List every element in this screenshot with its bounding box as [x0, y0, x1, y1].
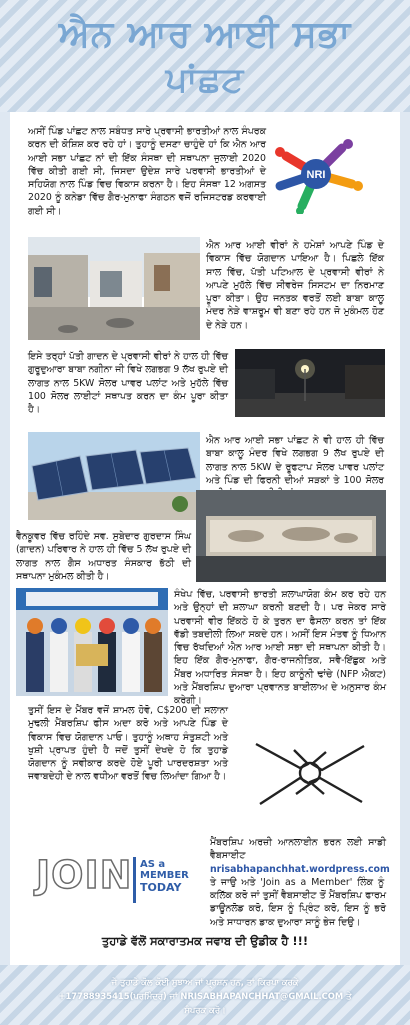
gurdwara-solar-paragraph: ਇਸੇ ਤਰ੍ਹਾਂ ਪੱਤੀ ਗਾਦਨ ਦੇ ਪ੍ਰਵਾਸੀ ਵੀਰਾਂ ਨੇ ਹਾਲ ਹੀ ਵਿੱਚ ਗੁਰੂਦੁਆਰਾ ਬਾਬਾ ਨਗੀਨਾ ਜੀ ਵਿਖੇ ਲਗਭਗ 9 ਲੱਖ ਰੁਪਏ ਦੀ ਲਾਗਤ ਨਾਲ 5KW ਸੋਲਰ ਪਾਵਰ ਪਲਾਂਟ ਅਤੇ ਮੁਹੱਲੇ ਵਿੱਚ 100 ਸੋਲਰ ਲਾਈਟਾਂ ਸਥਾਪਤ ਕਰਨ ਦਾ ਕੰਮ ਪੂਰਾ ਕੀਤਾ ਹੈ। — [28, 351, 228, 416]
footer-line1: ਜੇ ਤੁਹਾਡੇ ਕੋਲ ਕੋਈ ਸੁਝਾਅ ਜਾਂ ਪ੍ਰਸ਼ਨ ਹਨ, ਤਾਂ ਕਿਰਪਾ ਕਰਕੇ — [111, 977, 299, 987]
content-panel — [10, 112, 400, 965]
joined-hands-image — [246, 724, 374, 822]
website-link[interactable]: nrisabhapanchhat.wordpress.com — [210, 863, 390, 875]
footer-line3: ਸੰਪਰਕ ਕਰੋ। — [184, 1005, 226, 1015]
online-form-paragraph — [210, 836, 390, 929]
join-line2: TODAY — [140, 881, 182, 894]
mandir-solar-paragraph: ਐਨ ਆਰ ਆਈ ਸਭਾ ਪਾਂਛਟ ਨੇ ਵੀ ਹਾਲ ਹੀ ਵਿੱਚ ਬਾਬਾ ਕਾਲੂ ਮੰਦਰ ਵਿਖੇ ਲਗਭਗ 9 ਲੱਖ ਰੁਪਏ ਦੀ ਲਾਗਤ ਨਾਲ 5KW ਦੇ ਰੂਫਟਾਪ ਸੋਲਰ ਪਾਵਰ ਪਲਾਂਟ ਅਤੇ ਪਿੰਡ ਦੀ ਫਿਰਨੀ ਦੀਆਂ ਸੜਕਾਂ ਤੇ 100 ਸੋਲਰ — [206, 435, 384, 486]
cremation-paragraph: ਵੈਨਕੂਵਰ ਵਿੱਚ ਰਹਿੰਦੇ ਸਵ. ਸੁਬੇਦਾਰ ਗੁਰਦਾਸ ਸਿੰਘ (ਗਾਦਨ) ਪਰਿਵਾਰ ਨੇ ਹਾਲ ਹੀ ਵਿੱਚ 5 ਲੱਖ ਰੁਪਏ ਦੀ ਲਾਗਤ ਨਾਲ ਗੈਸ ਅਧਾਰਤ ਸੰਸਕਾਰ ਭੱਠੀ ਦੀ ਸਥਾਪਨਾ ਮੁਕੰਮਲ ਕੀਤੀ ਹੈ। — [16, 531, 191, 582]
footer-banner — [0, 965, 410, 1025]
join-line1: AS a MEMBER — [140, 859, 189, 881]
logo-text: NRI — [306, 169, 326, 181]
join-member-graphic — [36, 847, 206, 919]
header-banner — [0, 0, 410, 112]
night-street-photo — [235, 349, 385, 417]
page-title: ਐਨ ਆਰ ਆਈ ਸਭਾ — [58, 14, 352, 55]
cremation-furnace-photo — [196, 490, 386, 582]
solar-panels-photo — [28, 432, 200, 520]
sewerage-photo — [28, 237, 200, 340]
intro-paragraph: ਅਸੀਂ ਪਿੰਡ ਪਾਂਛਟ ਨਾਲ ਸਬੰਧਤ ਸਾਰੇ ਪ੍ਰਵਾਸੀ ਭਾਰਤੀਆਂ ਨਾਲ ਸੰਪਰਕ ਕਰਨ ਦੀ ਕੋਸ਼ਿਸ਼ ਕਰ ਰਹੇ ਹਾਂ। ਤੁਹਾਨੂੰ ਦਸਣਾ ਚਾਹੁੰਦੇ ਹਾਂ ਕਿ ਐਨ ਆਰ ਆਈ ਸਭਾ ਪਾਂਛਟ ਨਾਂ ਦੀ ਇੱਕ ਸੰਸਥਾ ਦੀ ਸਥਾਪਨਾ ਜੁਲਾਈ 2020 ਵਿੱਚ ਕੀਤੀ ਗਈ ਸੀ, ਜਿਸਦਾ ਉਦੇਸ਼ ਸਾਰੇ ਪਰਵਾਸੀ ਭਾਰਤੀਆਂ ਦੇ ਸਹਿਯੋਗ ਨਾਲ ਪਿੰਡ ਵਿਚ ਵਿਕਾਸ ਕਰਨਾ ਹੈ। ਇਹ ਸੰਸਥਾ 12 ਅਗਸਤ 2020 ਨੂੰ ਕਨੇਡਾ ਵਿੱਚ ਗੈਰ-ਮੁਨਾਫਾ ਸੰਗਠਨ ਵਜੋਂ ਰਜਿਸਟਰਡ ਕਰਵਾਈ ਗਈ ਸੀ। — [28, 126, 266, 217]
footer-line2: +17788935415(ਪਰਮਿੰਦਰ) ਜਾਂ NRISABHAPANCHHAT@GMAIL.COM ਤੇ — [58, 991, 352, 1001]
footer-contact — [20, 975, 390, 1017]
ceremony-photo — [16, 588, 168, 696]
summary-paragraph: ਸੰਖੇਪ ਵਿੱਚ, ਪਰਵਾਸੀ ਭਾਰਤੀ ਸ਼ਲਾਘਾਯੋਗ ਕੰਮ ਕਰ ਰਹੇ ਹਨ ਅਤੇ ਉਨ੍ਹਾਂ ਦੀ ਸ਼ਲਾਘਾ ਕਰਨੀ ਬਣਦੀ ਹੈ। ਪਰ ਜੇਕਰ ਸਾਰੇ ਪਰਵਾਸੀ ਵੀਰ ਇੱਕਠੇ ਹੋ ਕੇ ਤੁਰਨ ਦਾ ਫੈਸਲਾ ਕਰਨ ਤਾਂ ਇੱਕ ਵੱਡੀ ਤਬਦੀਲੀ ਲਿਆ ਸਕਦੇ ਹਨ। ਅਸੀਂ ਇਸ ਮੰਤਵ ਨੂੰ ਧਿਆਨ ਵਿਚ ਰੱਖਦਿਆਂ ਐਨ ਆਰ ਆਈ ਸਭਾ ਦੀ ਸਥਾਪਨਾ ਕੀਤੀ ਹੈ। ਇਹ ਇੱਕ ਗੈਰ-ਮੁਨਾਫਾ, ਗੈਰ-ਰਾਜਨੀਤਿਕ, ਸਵੈ-ਇੱਛੁਕ ਅਤੇ ਮੈਂਬਰ ਅਧਾਰਿਤ ਸੰਸਥਾ ਹੈ। ਇਹ ਕਾਨੂੰਨੀ ਢਾਂਚੇ (NFP ਐਕਟ) ਅਤੇ ਮੈਂਬਰਸ਼ਿਪ ਦੁਆਰਾ ਪ੍ਰਵਾਨਤ ਬਾਈਲਾਅ ਦੇ ਅਨੁਸਾਰ ਕੰਮ ਕਰੇਗੀ। — [174, 589, 386, 707]
page-subtitle: ਪਾਂਛਟ — [165, 60, 245, 100]
nri-logo — [268, 136, 364, 214]
sewerage-paragraph: ਐਨ ਆਰ ਆਈ ਵੀਰਾਂ ਨੇ ਹਮੇਸ਼ਾਂ ਆਪਣੇ ਪਿੰਡ ਦੇ ਵਿਕਾਸ ਵਿੱਚ ਯੋਗਦਾਨ ਪਾਇਆ ਹੈ। ਪਿਛਲੇ ਇੱਕ ਸਾਲ ਵਿੱਚ, ਪੱਤੀ ਪਟਿਆਲ ਦੇ ਪ੍ਰਵਾਸੀ ਵੀਰਾਂ ਨੇ ਆਪਣੇ ਮੁਹੱਲੇ ਵਿੱਚ ਸੀਵਰੇਜ ਸਿਸਟਮ ਦਾ ਨਿਰਮਾਣ ਪੂਰਾ ਕੀਤਾ। ਉਹ ਜਨਤਕ ਵਰਤੋਂ ਲਈ ਬਾਬਾ ਕਾਲੂ ਮੰਦਰ ਨੇੜੇ ਵਾਸ਼ਰੂਮ ਵੀ ਬਣਾ ਰਹੇ ਹਨ ਜੋ ਮੁਕੰਮਲ ਹੋਣ ਦੇ ਨੇੜੇ ਹਨ। — [206, 240, 384, 331]
online-form-text-a: ਮੈਂਬਰਸ਼ਿਪ ਅਰਜ਼ੀ ਆਨਲਾਈਨ ਭਰਨ ਲਈ ਸਾਡੀ ਵੈਬਸਾਈਟ — [210, 837, 386, 862]
closing-line: ਤੁਹਾਡੇ ਵੱਲੋਂ ਸਕਾਰਾਤਮਕ ਜਵਾਬ ਦੀ ਉਡੀਕ ਹੈ !!! — [101, 934, 309, 948]
join-big-text: JOIN — [36, 853, 133, 897]
membership-fee-paragraph: ਤੁਸੀਂ ਇਸ ਦੇ ਮੈਂਬਰ ਵਜੋਂ ਸ਼ਾਮਲ ਹੋਵੋ, C$200 ਦੀ ਸਲਾਨਾ ਮੁਢਲੀ ਮੈਂਬਰਸ਼ਿਪ ਫੀਸ ਅਦਾ ਕਰੋ ਅਤੇ ਆਪਣੇ ਪਿੰਡ ਦੇ ਵਿਕਾਸ ਵਿਚ ਯੋਗਦਾਨ ਪਾਓ। ਤੁਹਾਨੂੰ ਅਥਾਹ ਸੰਤੁਸ਼ਟੀ ਅਤੇ ਖੁਸ਼ੀ ਪ੍ਰਾਪਤ ਹੁੰਦੀ ਹੈ ਜਦੋਂ ਤੁਸੀਂ ਦੇਖਦੇ ਹੋ ਕਿ ਤੁਹਾਡੇ ਯੋਗਦਾਨ ਨੂੰ ਸਵੀਕਾਰ ਕਰਦੇ ਹੋਏ ਪੂਰੀ ਪਾਰਦਰਸ਼ਤਾ ਅਤੇ ਜਵਾਬਦੇਹੀ ਦੇ ਨਾਲ ਵਧੀਆ ਵਰਤੋਂ ਵਿਚ ਲਿਆਂਦਾ ਗਿਆ ਹੈ। — [28, 705, 228, 783]
join-divider — [133, 857, 136, 903]
online-form-text-b: ਤੇ ਜਾਉ ਅਤੇ 'Join as a Member' ਲਿੰਕ ਨੂੰ ਕਲਿੱਕ ਕਰੋ ਜਾਂ ਤੁਸੀਂ ਵੈਬਸਾਈਟ ਤੋਂ ਮੈਂਬਰਸ਼ਿਪ ਫਾਰਮ ਡਾਊਨਲੋਡ ਕਰੋ, ਇਸ ਨੂੰ ਪ੍ਰਿੰਟ ਕਰੋ, ਇਸ ਨੂੰ ਭਰੋ ਅਤੇ ਸਾਧਾਰਨ ਡਾਕ ਦੁਆਰਾ ਸਾਨੂੰ ਭੇਜ ਦਿਉ। — [210, 876, 386, 928]
